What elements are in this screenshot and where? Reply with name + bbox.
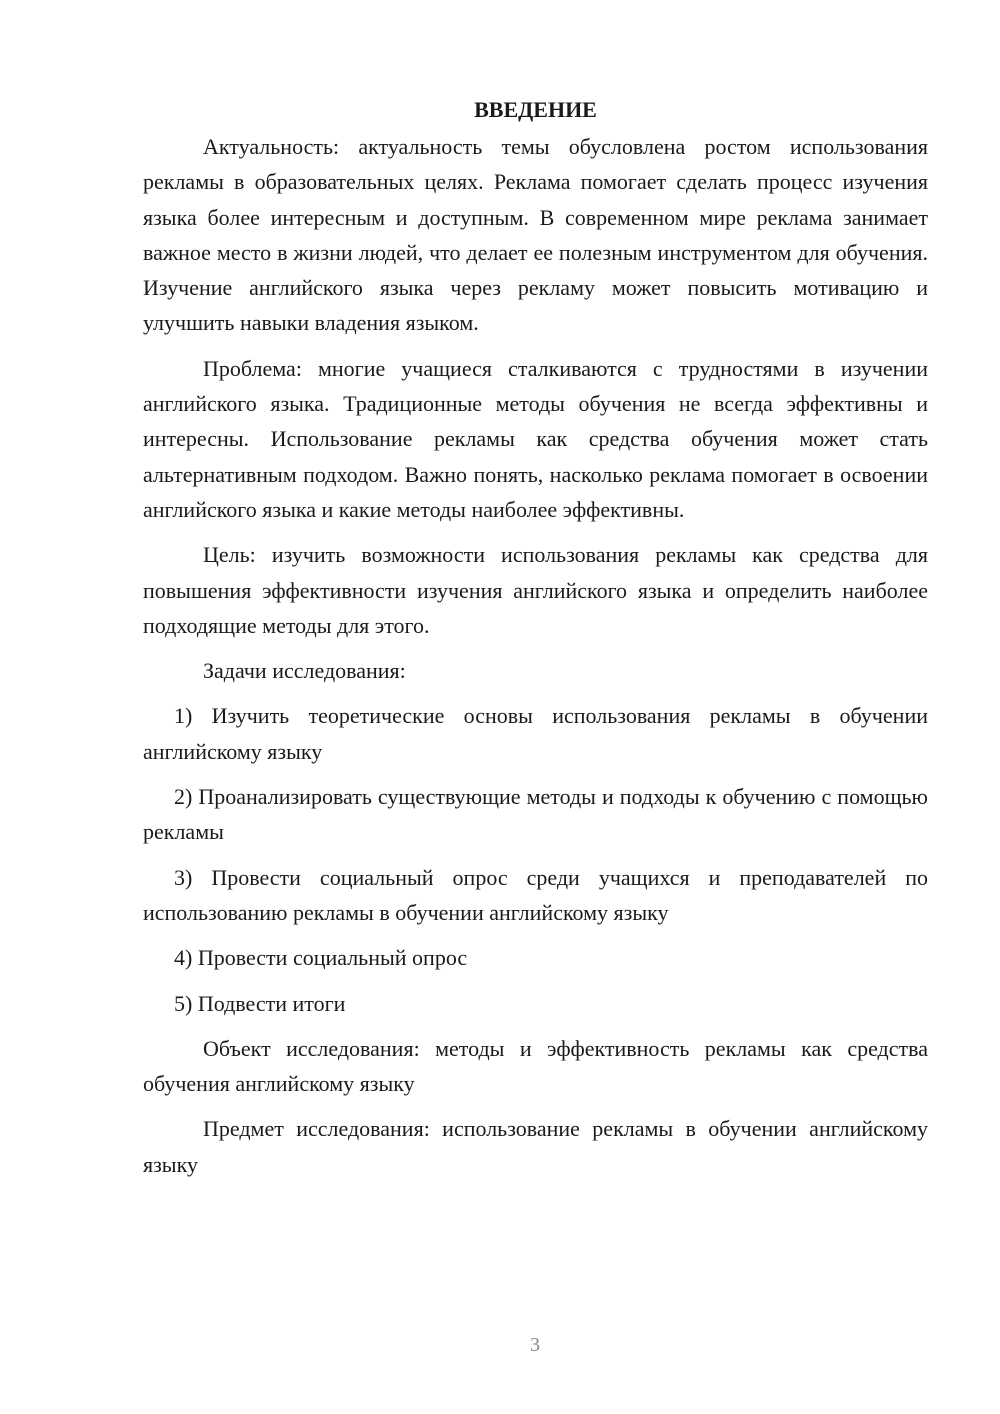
list-item: 2) Проанализировать существующие методы и подходы к обучению с помощью рекламы [143, 784, 928, 845]
page-number: 3 [530, 1334, 540, 1356]
paragraph-problem: Проблема: многие учащиеся сталкиваются с трудностями в изучении английского языка. Традиционные методы обучения не всегда эффективны и интересны. Использование рекламы как средства обучения может стать альтернативным подходом. Важно понять, насколько реклама помогает в освоении английского языка и какие методы наиболее эффективны. [143, 355, 928, 522]
paragraph-subject: Предмет исследования: использование рекламы в обучении английскому языку [143, 1116, 928, 1177]
tasks-title: Задачи исследования: [203, 658, 406, 684]
list-item: 3) Провести социальный опрос среди учащихся и преподавателей по использованию рекламы в обучении английскому языку [143, 864, 928, 925]
page-content [143, 92, 928, 1192]
list-item: 4) Провести социальный опрос [174, 945, 468, 971]
paragraph-relevance: Актуальность: актуальность темы обусловлена ростом использования рекламы в образовательных целях. Реклама помогает сделать процесс изучения языка более интересным и доступным. В современном мире реклама занимает важное место в жизни людей, что делает ее полезным инструментом для обучения. Изучение английского языка через рекламу может повысить мотивацию и улучшить навыки владения языком. [143, 134, 928, 336]
list-item: 5) Подвести итоги [174, 990, 346, 1016]
section-heading: ВВЕДЕНИЕ [474, 97, 597, 122]
paragraph-object: Объект исследования: методы и эффективность рекламы как средства обучения английскому языку [143, 1035, 928, 1097]
list-item: 1) Изучить теоретические основы использования рекламы в обучении английскому языку [143, 703, 928, 764]
tasks-list [143, 698, 928, 1020]
paragraph-goal: Цель: изучить возможности использования рекламы как средства для повышения эффективности изучения английского языка и определить наиболее подходящие методы для этого. [143, 542, 928, 638]
